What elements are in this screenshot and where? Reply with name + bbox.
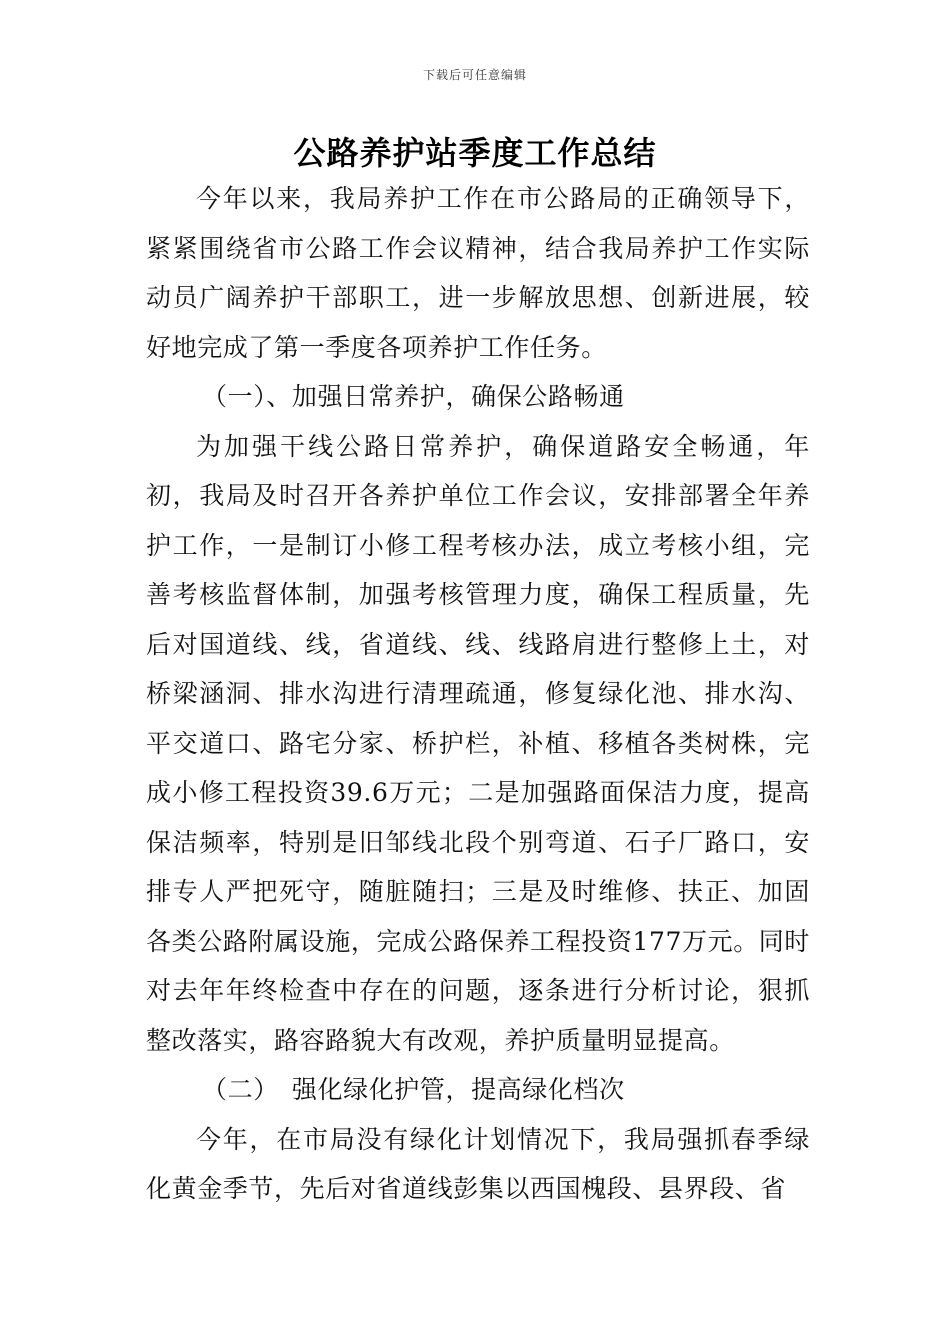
- section-heading-1: （一）、加强日常养护，确保公路畅通: [202, 382, 625, 411]
- document-title: 公路养护站季度工作总结: [293, 134, 657, 172]
- section-heading-2: （二） 强化绿化护管，提高绿化档次: [202, 1075, 625, 1104]
- document-body: [146, 174, 810, 1214]
- paragraph-greening: 今年，在市局没有绿化计划情况下，我局强抓春季绿化黄金季节，先后对省道线彭集以西国槐段、县界段、省: [146, 1124, 810, 1203]
- paragraph-intro: 今年以来，我局养护工作在市公路局的正确领导下，紧紧围绕省市公路工作会议精神，结合我局养护工作实际动员广阔养护干部职工，进一步解放思想、创新进展，较好地完成了第一季度各项养护工作任务。: [146, 184, 810, 362]
- header-note: 下载后可任意编辑: [422, 68, 527, 82]
- paragraph-daily-maintenance: 为加强干线公路日常养护，确保道路安全畅通，年初，我局及时召开各养护单位工作会议，安排部署全年养护工作，一是制订小修工程考核办法，成立考核小组，完善考核监督体制，加强考核管理力度，确保工程质量，先后对国道线、线，省道线、线、线路肩进行整修上土，对桥梁涵洞、排水沟进行清理疏通，修复绿化池、排水沟、平交道口、路宅分家、桥护栏，补植、移植各类树株，完成小修工程投资39.6万元；二是加强路面保洁力度，提高保洁频率，特别是旧邹线北段个别弯道、石子厂路口，安排专人严把死守，随脏随扫；三是及时维修、扶正、加固各类公路附属设施，完成公路保养工程投资177万元。同时对去年年终检查中存在的问题，逐条进行分析讨论，狠抓整改落实，路容路貌大有改观，养护质量明显提高。: [146, 431, 810, 1055]
